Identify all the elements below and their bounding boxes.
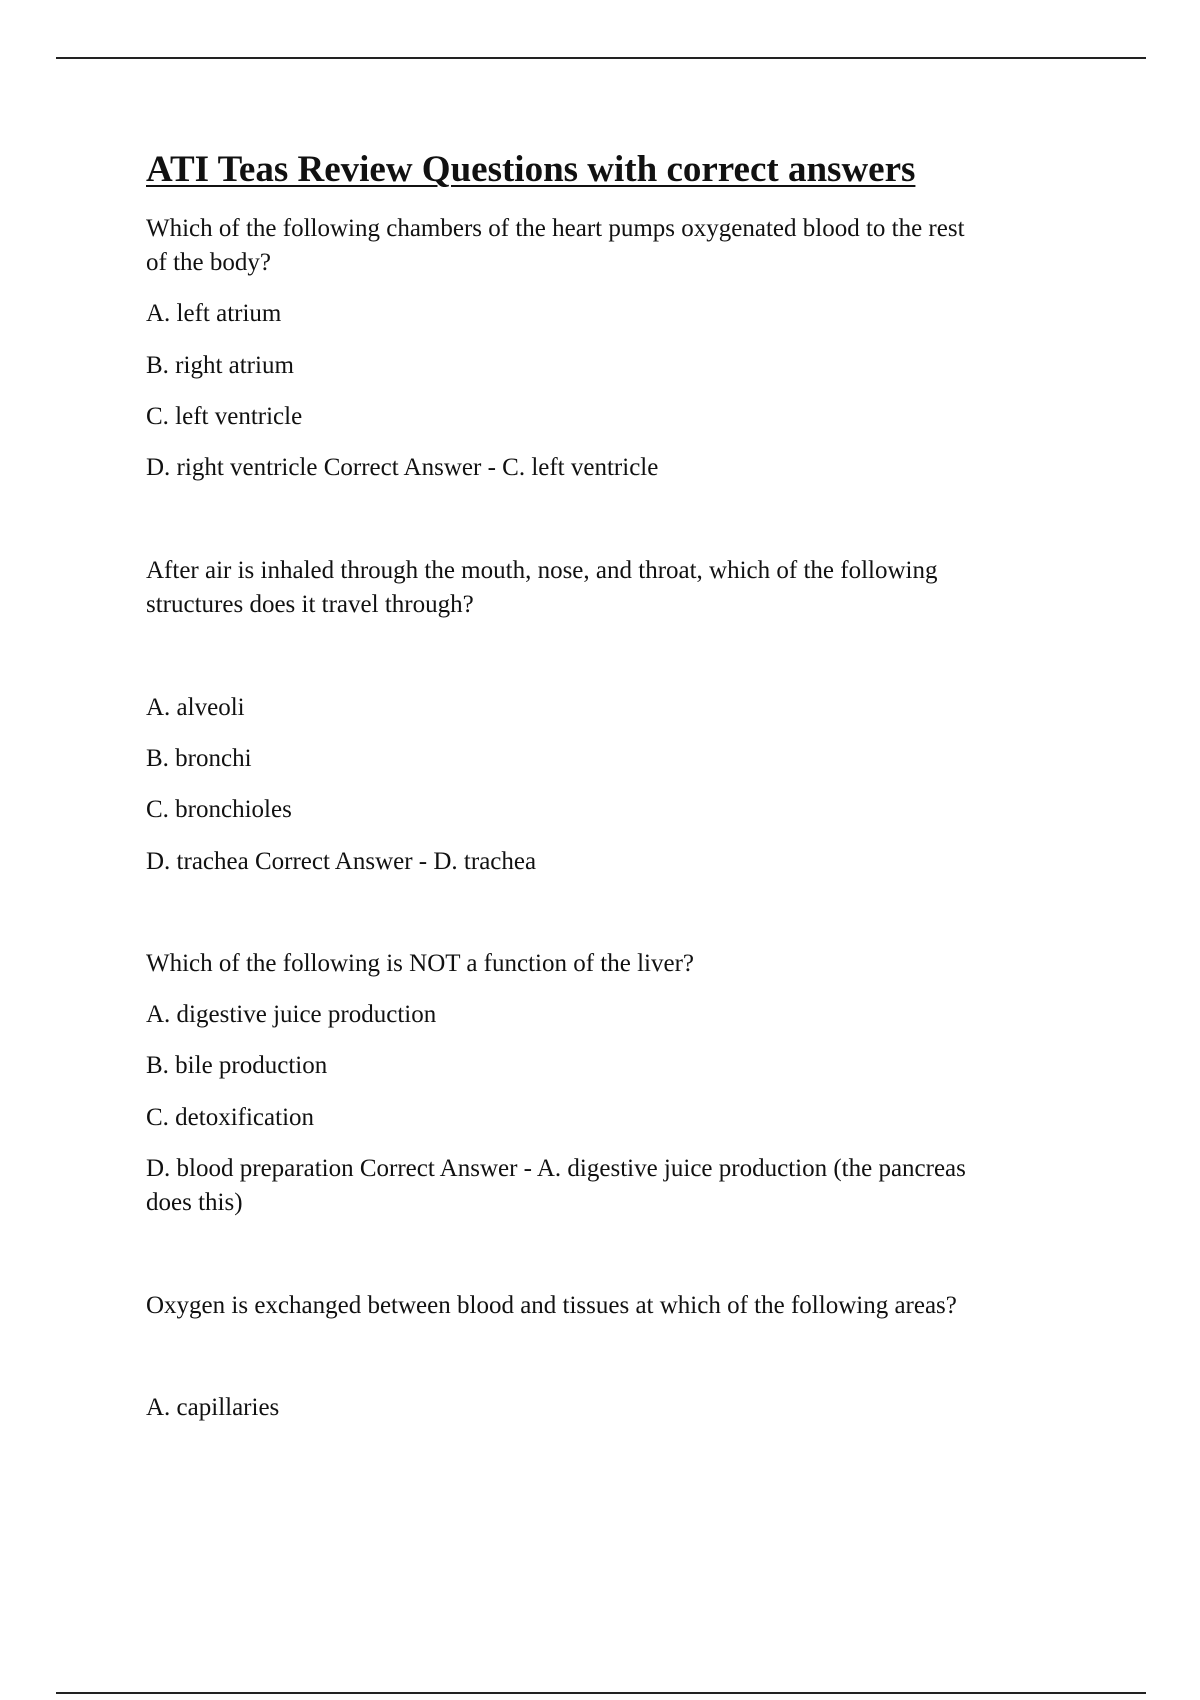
q3-option-b: B. bile production [146,1052,328,1079]
q1-option-a: A. left atrium [146,300,282,327]
q1-option-b: B. right atrium [146,352,294,379]
header-rule [56,57,1146,59]
q2-option-a: A. alveoli [146,694,245,721]
document-title: ATI Teas Review Questions with correct answers [146,149,916,190]
q4-option-a: A. capillaries [146,1394,280,1421]
q3-option-d-answer-line-2: does this) [146,1189,243,1216]
q2-question-line-2: structures does it travel through? [146,591,474,618]
q2-option-c: C. bronchioles [146,796,292,823]
q3-question: Which of the following is NOT a function of the liver? [146,950,695,977]
q1-option-c: C. left ventricle [146,403,303,430]
footer-rule [56,1692,1146,1694]
q2-option-b: B. bronchi [146,745,252,772]
q4-question: Oxygen is exchanged between blood and tissues at which of the following areas? [146,1292,957,1319]
q3-option-d-answer-line-1: D. blood preparation Correct Answer - A. digestive juice production (the pancreas [146,1155,966,1182]
q1-option-d-answer: D. right ventricle Correct Answer - C. left ventricle [146,454,659,481]
q3-option-c: C. detoxification [146,1104,315,1131]
q2-question-line-1: After air is inhaled through the mouth, nose, and throat, which of the following [146,557,938,584]
q1-question-line-2: of the body? [146,249,271,276]
q3-option-a: A. digestive juice production [146,1001,437,1028]
q1-question-line-1: Which of the following chambers of the heart pumps oxygenated blood to the rest [146,215,965,242]
q2-option-d-answer: D. trachea Correct Answer - D. trachea [146,848,537,875]
